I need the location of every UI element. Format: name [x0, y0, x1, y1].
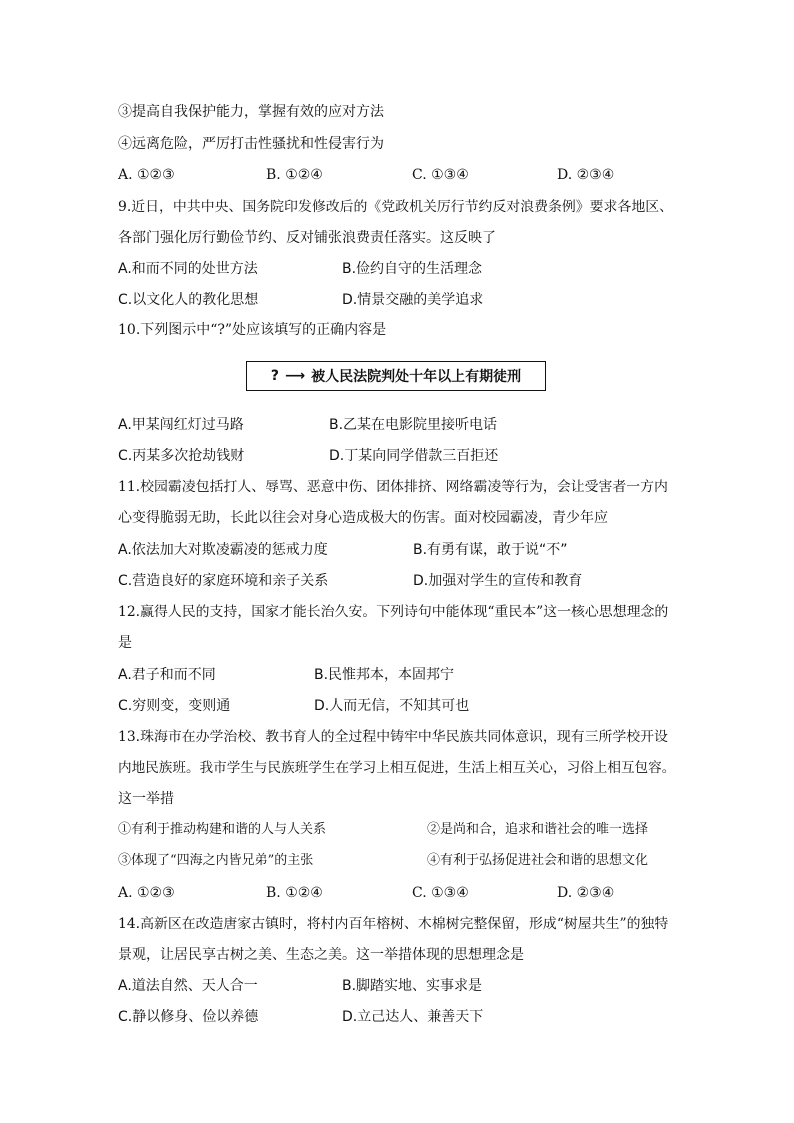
q12-stem-line-2: 是	[118, 635, 132, 651]
q10-diagram-question-mark: ?	[270, 368, 280, 384]
q13-option-b: B. ①②④	[266, 885, 323, 901]
q12-option-b: B.民惟邦本，本固邦宁	[314, 667, 455, 683]
q9-option-b: B.俭约自守的生活理念	[342, 261, 483, 277]
q10-option-b: B.乙某在电影院里接听电话	[329, 417, 498, 433]
q10-option-c: C.丙某多次抢劫钱财	[118, 448, 245, 464]
q13-item-1: ①有利于推动构建和谐的人与人关系	[118, 822, 327, 837]
q8-option-c: C. ①③④	[412, 167, 469, 183]
q14-option-d: D.立己达人、兼善天下	[342, 1009, 484, 1025]
q8-item-4: ④远离危险，严厉打击性骚扰和性侵害行为	[118, 136, 384, 152]
q10-option-a: A.甲某闯红灯过马路	[118, 417, 244, 433]
q11-stem-line-2: 心变得脆弱无助，长此以往会对身心造成极大的伤害。面对校园霸凌，青少年应	[118, 510, 608, 526]
q10-option-d: D.丁某向同学借款三百拒还	[329, 448, 499, 464]
q12-option-a: A.君子和而不同	[118, 667, 216, 683]
right-arrow-icon: ⟶	[285, 368, 306, 384]
q9-option-d: D.情景交融的美学追求	[342, 292, 484, 308]
q8-option-d: D. ②③④	[557, 167, 615, 183]
q11-stem-line-1: 11.校园霸凌包括打人、辱骂、恶意中伤、团体排挤、网络霸凌等行为，会让受害者一方内	[118, 479, 668, 495]
q13-option-c: C. ①③④	[412, 885, 469, 901]
q8-option-b: B. ①②④	[266, 167, 323, 183]
q14-option-c: C.静以修身、俭以养德	[118, 1009, 259, 1025]
q11-option-a: A.依法加大对欺凌霸凌的惩戒力度	[118, 542, 328, 558]
q10-diagram-box	[246, 361, 546, 391]
q12-option-d: D.人而无信，不知其可也	[314, 698, 470, 714]
q13-stem-line-2: 内地民族班。我市学生与民族班学生在学习上相互促进，生活上相互关心，习俗上相互包容。	[118, 760, 676, 776]
q13-stem-line-3: 这一举措	[118, 791, 174, 807]
q14-option-b: B.脚踏实地、实事求是	[342, 978, 483, 994]
q14-stem-line-2: 景观，让居民享古树之美、生态之美。这一举措体现的思想理念是	[118, 947, 524, 963]
q12-option-c: C.穷则变，变则通	[118, 698, 231, 714]
q13-option-a: A. ①②③	[118, 885, 175, 901]
q11-option-d: D.加强对学生的宣传和教育	[413, 573, 583, 589]
q10-stem: 10.下列图示中“?”处应该填写的正确内容是	[118, 322, 387, 338]
q13-item-4: ④有利于弘扬促进社会和谐的思想文化	[427, 853, 649, 868]
q14-stem-line-1: 14.高新区在改造唐家古镇时，将村内百年榕树、木棉树完整保留，形成“树屋共生”的独特	[118, 916, 669, 932]
q8-option-a: A. ①②③	[118, 167, 175, 183]
q11-option-b: B.有勇有谋，敢于说“不”	[413, 542, 568, 558]
q13-stem-line-1: 13.珠海市在办学治校、教书育人的全过程中铸牢中华民族共同体意识，现有三所学校开设	[118, 729, 668, 745]
q12-stem-line-1: 12.赢得人民的支持，国家才能长治久安。下列诗句中能体现“重民本”这一核心思想理念的	[118, 604, 669, 620]
q13-item-2: ②是尚和合，追求和谐社会的唯一选择	[427, 822, 649, 837]
q13-item-3: ③体现了“四海之内皆兄弟”的主张	[118, 853, 314, 868]
q9-stem-line-2: 各部门强化厉行勤俭节约、反对铺张浪费责任落实。这反映了	[118, 230, 496, 246]
q11-option-c: C.营造良好的家庭环境和亲子关系	[118, 573, 329, 589]
q10-diagram-text: 被人民法院判处十年以上有期徒刑	[311, 369, 522, 385]
q9-option-c: C.以文化人的教化思想	[118, 292, 259, 308]
q14-option-a: A.道法自然、天人合一	[118, 978, 258, 994]
q9-stem-line-1: 9.近日，中共中央、国务院印发修改后的《党政机关厉行节约反对浪费条例》要求各地区、	[118, 199, 673, 215]
q9-option-a: A.和而不同的处世方法	[118, 261, 258, 277]
q13-option-d: D. ②③④	[557, 885, 615, 901]
q8-item-3: ③提高自我保护能力，掌握有效的应对方法	[118, 104, 384, 120]
